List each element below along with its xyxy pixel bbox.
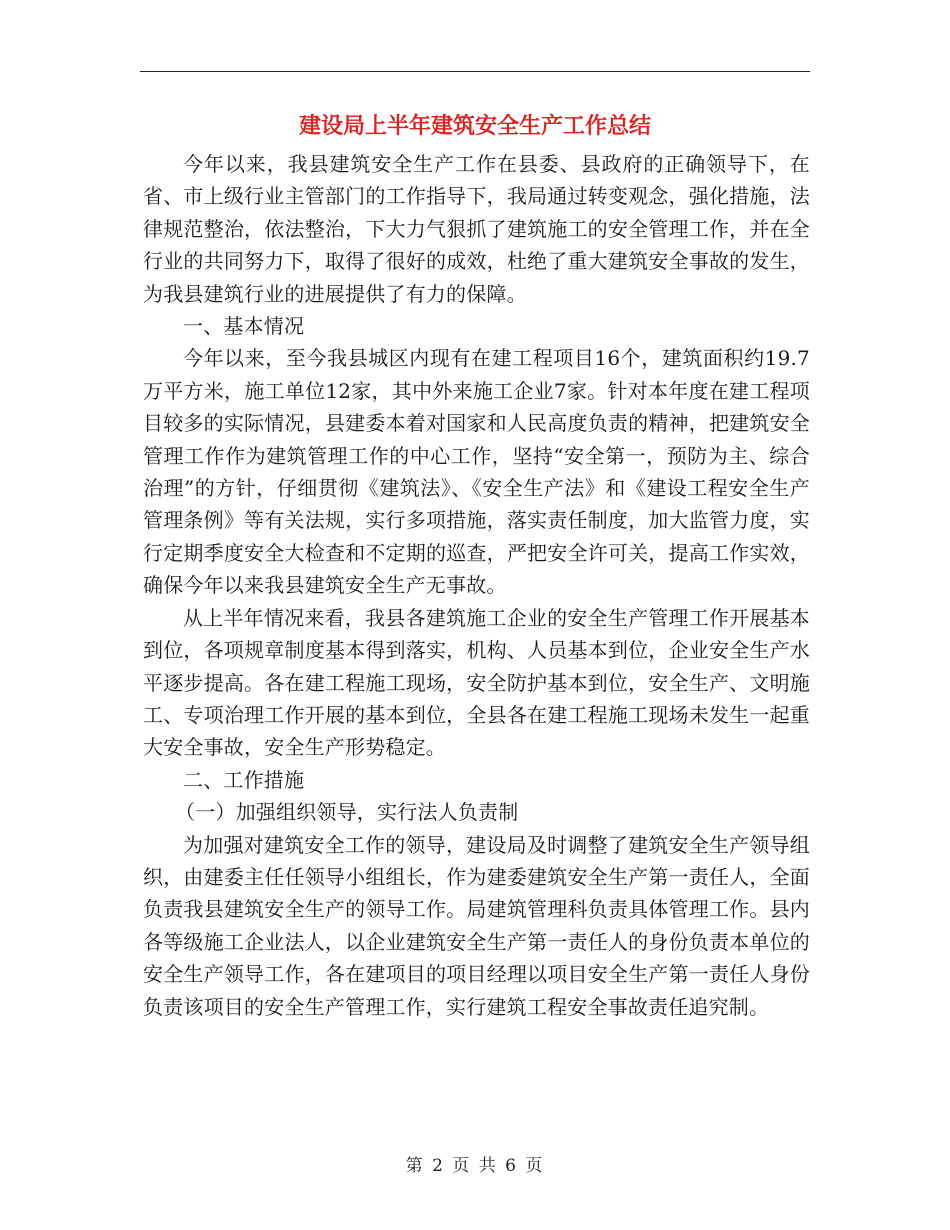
document-body xyxy=(143,148,810,1023)
section-heading-basic-situation: 一、基本情况 xyxy=(183,314,305,339)
page-label-suffix: 页 xyxy=(525,1156,545,1176)
page-footer xyxy=(140,1154,810,1178)
header-rule xyxy=(140,71,810,72)
page-label-prefix: 第 xyxy=(405,1156,425,1176)
section-heading-work-measures: 二、工作措施 xyxy=(183,767,305,792)
page-label-mid: 页 共 xyxy=(452,1156,498,1176)
first-half-review-paragraph: 从上半年情况来看，我县各建筑施工企业的安全生产管理工作开展基本到位，各项规章制度基本得到落实，机构、人员基本到位，企业安全生产水平逐步提高。各在建工程施工现场，安全防护基本到位，安全生产、文明施工、专项治理工作开展的基本到位，全县各在建工程施工现场未发生一起重大安全事故，安全生产形势稳定。 xyxy=(143,605,810,760)
intro-paragraph: 今年以来，我县建筑安全生产工作在县委、县政府的正确领导下，在省、市上级行业主管部门的工作指导下，我局通过转变观念，强化措施，法律规范整治，依法整治，下大力气狠抓了建筑施工的安全管理工作，并在全行业的共同努力下，取得了很好的成效，杜绝了重大建筑安全事故的发生，为我县建筑行业的进展提供了有力的保障。 xyxy=(143,152,810,306)
document-title: 建设局上半年建筑安全生产工作总结 xyxy=(298,113,651,139)
organization-paragraph: 为加强对建筑安全工作的领导，建设局及时调整了建筑安全生产领导组织，由建委主任任领导小组组长，作为建委建筑安全生产第一责任人，全面负责我县建筑安全生产的领导工作。局建筑管理科负责具体管理工作。县内各等级施工企业法人，以企业建筑安全生产第一责任人的身份负责本单位的安全生产领导工作，各在建项目的项目经理以项目安全生产第一责任人身份负责该项目的安全生产管理工作，实行建筑工程安全事故责任追究制。 xyxy=(143,832,810,1019)
total-pages-number: 6 xyxy=(505,1156,518,1176)
basic-situation-paragraph: 今年以来，至今我县城区内现有在建工程项目16个，建筑面积约19.7万平方米，施工单位12家，其中外来施工企业7家。针对本年度在建工程项目较多的实际情况，县建委本着对国家和人民高度负责的精神，把建筑安全管理工作作为建筑管理工作的中心工作，坚持“安全第一，预防为主、综合治理”的方针，仔细贯彻《建筑法》、《安全生产法》和《建设工程安全生产管理条例》等有关法规，实行多项措施，落实责任制度，加大监管力度，实行定期季度安全大检查和不定期的巡查，严把安全许可关，提高工作实效，确保今年以来我县建筑安全生产无事故。 xyxy=(143,346,810,598)
current-page-number: 2 xyxy=(432,1156,445,1176)
subsection-heading-organization: （一）加强组织领导，实行法人负责制 xyxy=(175,800,519,825)
